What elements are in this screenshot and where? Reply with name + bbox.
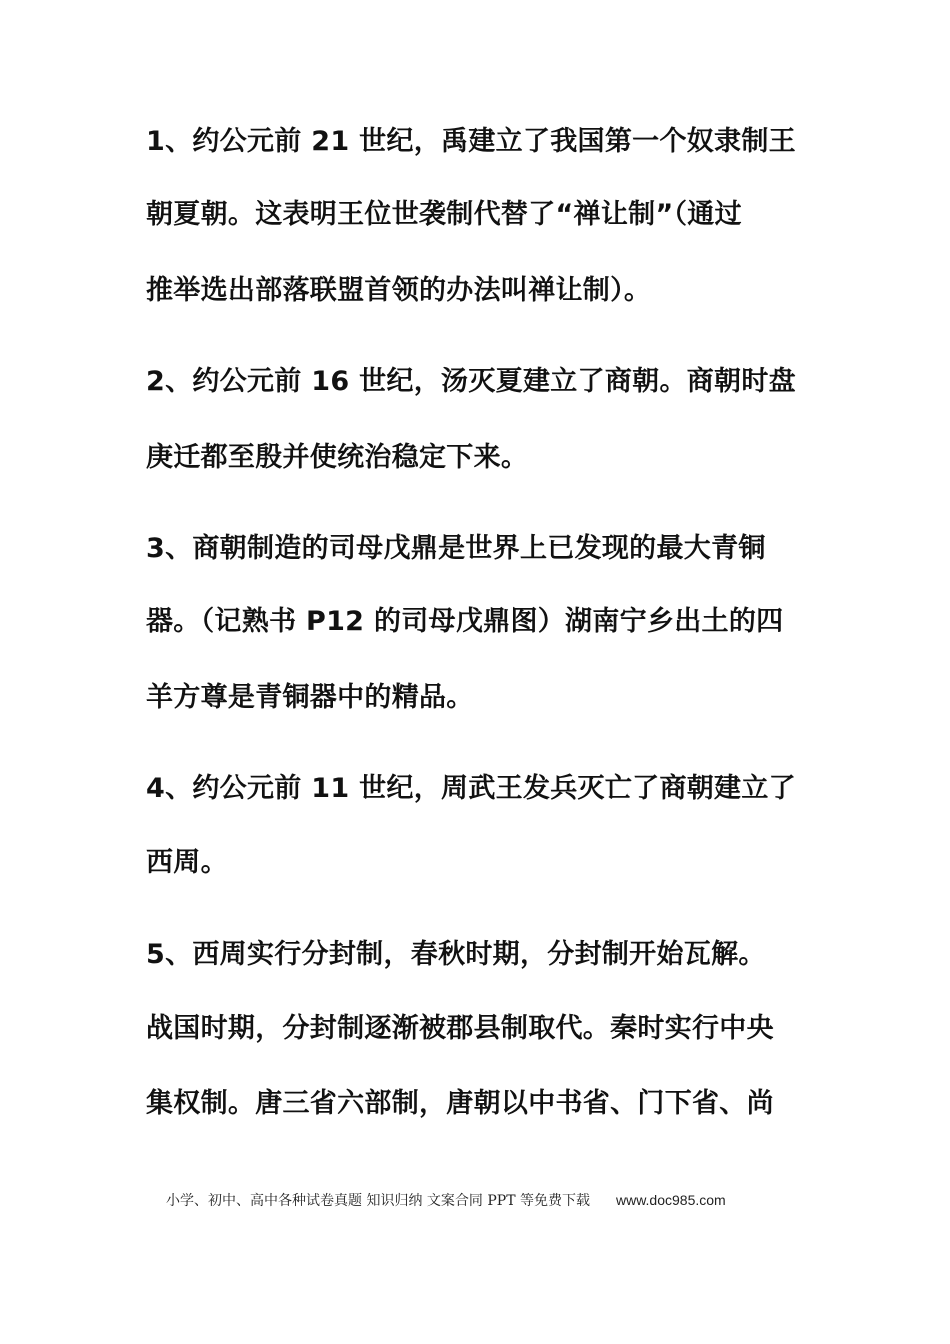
text-line: 推举选出部落联盟首领的办法叫禅让制）。 bbox=[146, 275, 652, 306]
text-line: 战国时期，分封制逐渐被郡县制取代。秦时实行中央 bbox=[146, 1013, 774, 1044]
footer-text: 小学、初中、高中各种试卷真题 知识归纳 文案合同 PPT 等免费下载 bbox=[166, 1193, 590, 1209]
text-line: 2、约公元前 16 世纪，汤灭夏建立了商朝。商朝时盘 bbox=[146, 366, 796, 397]
text-line: 羊方尊是青铜器中的精品。 bbox=[146, 682, 474, 713]
text-line: 3、商朝制造的司母戊鼎是世界上已发现的最大青铜 bbox=[146, 533, 766, 564]
text-line: 4、约公元前 11 世纪，周武王发兵灭亡了商朝建立了 bbox=[146, 773, 796, 804]
text-line: 朝夏朝。这表明王位世袭制代替了“禅让制”（通过 bbox=[146, 199, 742, 230]
page-footer bbox=[166, 1190, 726, 1211]
text-line: 器。（记熟书 P12 的司母戊鼎图）湖南宁乡出土的四 bbox=[146, 606, 784, 637]
footer-url[interactable]: www.doc985.com bbox=[615, 1192, 726, 1208]
text-line: 1、约公元前 21 世纪，禹建立了我国第一个奴隶制王 bbox=[146, 126, 796, 157]
text-line: 集权制。唐三省六部制，唐朝以中书省、门下省、尚 bbox=[146, 1088, 774, 1119]
text-line: 5、西周实行分封制，春秋时期，分封制开始瓦解。 bbox=[146, 939, 766, 970]
text-line: 庚迁都至殷并使统治稳定下来。 bbox=[146, 442, 529, 473]
text-line: 西周。 bbox=[146, 847, 228, 878]
